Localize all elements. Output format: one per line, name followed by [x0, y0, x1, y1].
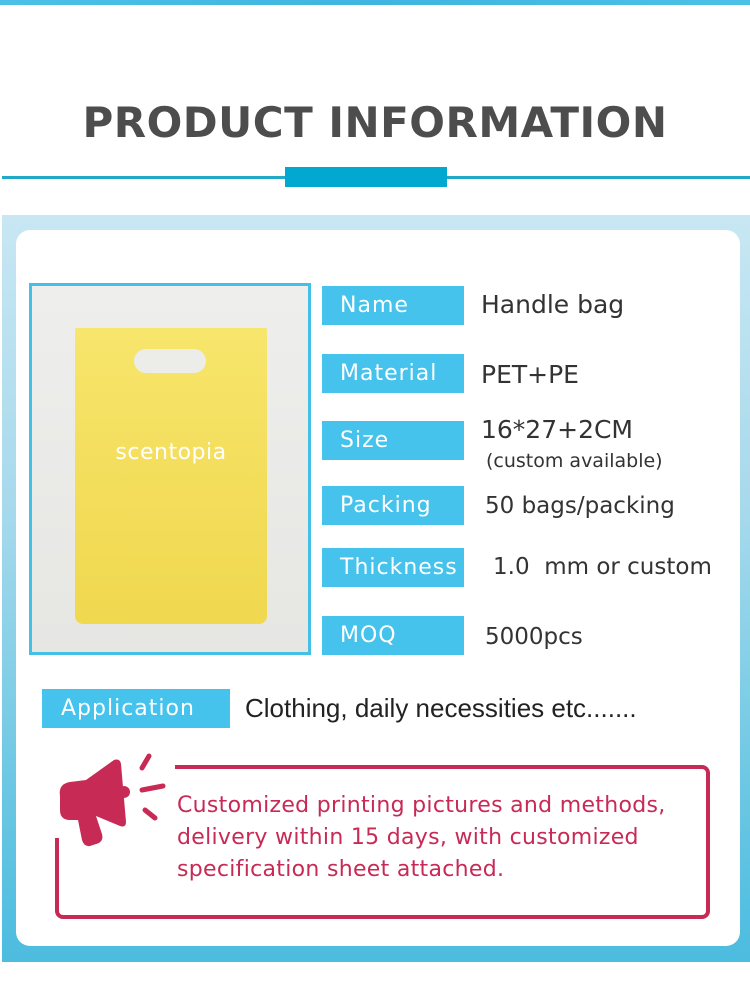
title-divider-block — [285, 167, 447, 187]
application-label: Application — [42, 689, 230, 728]
bag-brand-logo: scentopia — [115, 440, 227, 465]
product-photo — [29, 283, 311, 655]
spec-value-name: Handle bag — [481, 290, 625, 319]
spec-sub-size: (custom available) — [486, 450, 663, 472]
page-title: PRODUCT INFORMATION — [82, 98, 668, 147]
spec-label-moq: MOQ — [322, 616, 464, 655]
spec-label-material: Material — [322, 354, 464, 393]
spec-label-thickness: Thickness — [322, 548, 464, 587]
spec-value-thickness: 1.0 mm or custom — [493, 554, 712, 580]
megaphone-icon — [56, 752, 174, 852]
bag-handle-hole — [134, 349, 206, 373]
top-accent-bar — [0, 0, 750, 5]
notice-line: Customized printing pictures and methods, — [177, 793, 666, 818]
bag-image — [75, 328, 267, 624]
spec-label-size: Size — [322, 421, 464, 460]
notice-line: delivery within 15 days, with customized — [177, 825, 639, 850]
spec-label-packing: Packing — [322, 486, 464, 525]
spec-value-moq: 5000pcs — [485, 624, 583, 650]
spec-value-material: PET+PE — [481, 360, 579, 389]
spec-value-packing: 50 bags/packing — [485, 493, 675, 519]
spec-label-name: Name — [322, 286, 464, 325]
notice-text — [177, 790, 697, 886]
notice-line: specification sheet attached. — [177, 857, 505, 882]
spec-value-size: 16*27+2CM — [481, 415, 634, 444]
application-value: Clothing, daily necessities etc....... — [245, 693, 637, 723]
